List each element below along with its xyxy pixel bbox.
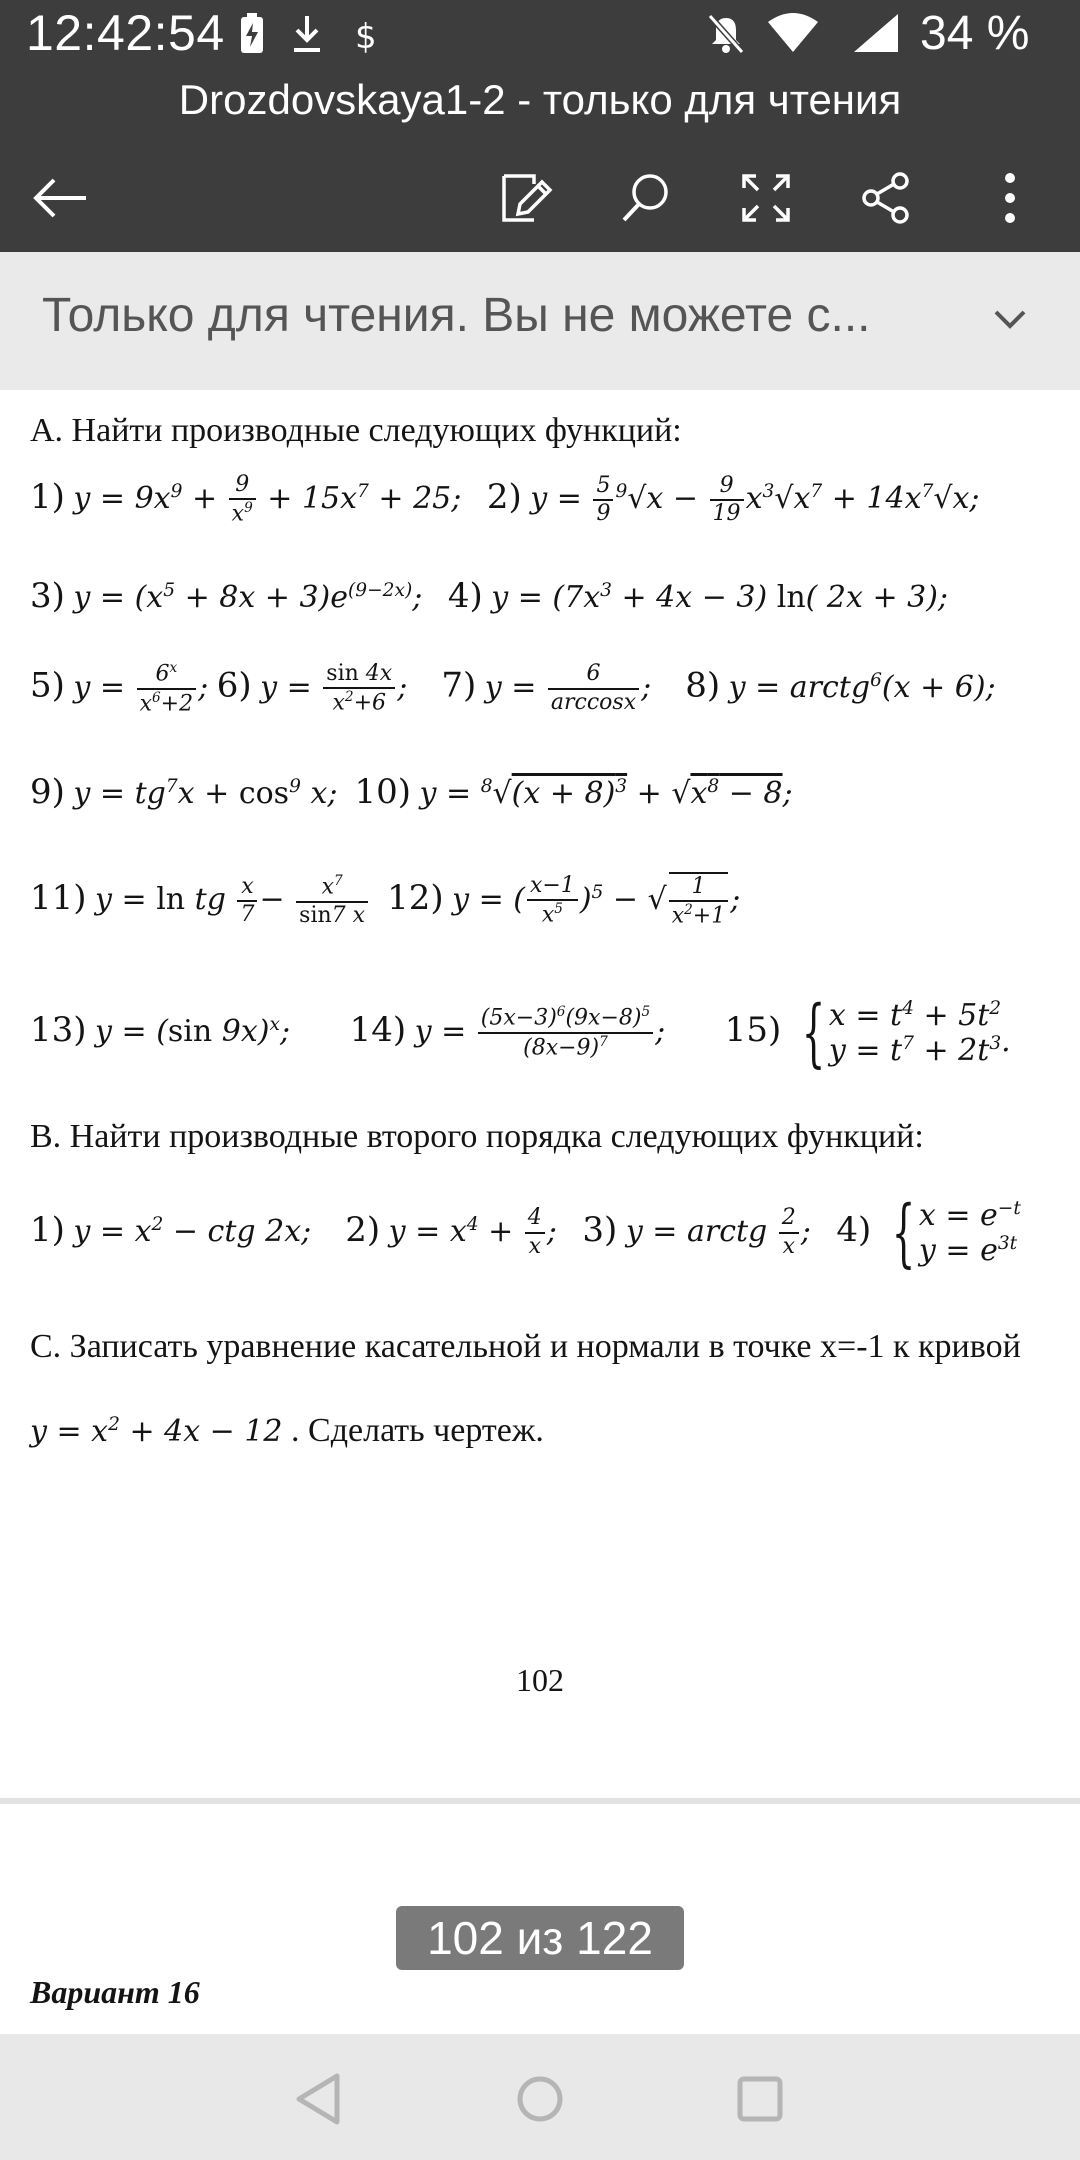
page-number: 102: [516, 1662, 564, 1698]
problem-3-4: 3) $y = (x^5 + 8x + 3)e^{(9-2x)}$; 4) $y = (7x^3 + 4x - 3)$ ln( 2x + 3);: [30, 576, 949, 616]
nav-recents-icon[interactable]: [725, 2064, 795, 2134]
section-c-curve: $y = x^2 + 4x - 12$ . Сделать чертеж.: [30, 1412, 544, 1449]
problem-9-10: 9) $y = tg^7x + \cos^9 x$; 10) $y = ^8√(x + 8)^3 + √x^8 - 8$;: [30, 772, 793, 812]
battery-percentage: 34 %: [920, 7, 1030, 60]
share-button[interactable]: [846, 158, 926, 238]
fullscreen-icon: [740, 172, 792, 224]
back-button[interactable]: [20, 158, 100, 238]
page-indicator: 102 из 122: [396, 1906, 684, 1970]
status-bar: [0, 0, 1080, 70]
problem-b-1-4: 1) $y = x^2$ − ctg 2x; 2) $y = x^4$ + $\frac{4}{x}$ ; 3) y = arctg $\frac{2}{x}$ ; 4) { $x = e^{-t}$ $y = e^{3t}$: [30, 1190, 1021, 1276]
document-title: Drozdovskaya1-2 - только для чтения: [178, 76, 902, 123]
read-only-banner[interactable]: [0, 252, 1080, 390]
svg-text:$: $: [355, 17, 377, 56]
back-arrow-icon: [30, 176, 90, 220]
page-divider: [0, 1798, 1080, 1804]
edit-button[interactable]: [486, 158, 566, 238]
signal-icon: [850, 12, 904, 56]
fullscreen-button[interactable]: [726, 158, 806, 238]
problem-13-15: 13) y = (sin 9x)$^x$; 14) y = $\frac{(5x-3)^6(9x-8)^5}{(8x-9)^7}$ ; 15) { $x = t^4 + 5t^2$ $y = t^7 + 2t^3\cdot$: [30, 990, 1011, 1076]
share-icon: [860, 172, 912, 224]
document-page[interactable]: [0, 390, 1080, 1800]
chevron-down-icon[interactable]: [980, 296, 1040, 346]
section-c-tail: . Сделать чертеж.: [291, 1412, 544, 1449]
download-icon: [290, 12, 324, 56]
wifi-icon: [766, 12, 820, 56]
app-bar: [0, 70, 1080, 252]
currency-icon: [350, 12, 380, 56]
section-a-heading: А. Найти производные следующих функций:: [30, 412, 682, 449]
read-only-message: Только для чтения. Вы не можете с...: [42, 289, 871, 342]
navigation-bar: [0, 2034, 1080, 2160]
problem-5-8: 5) y = $\frac{6^x}{x^6+2}$ ; 6) y = $\frac{\sin 4x}{x^2+6}$ ; 7) y = $\frac{6}{\arccos x}$ ; 8) y = arctg$^6$(x + 6);: [30, 660, 996, 717]
more-options-button[interactable]: [970, 158, 1050, 238]
edit-icon: [498, 170, 554, 226]
section-c-heading: С. Записать уравнение касательной и нормали в точке x=-1 к кривой: [30, 1328, 1021, 1365]
search-button[interactable]: [606, 158, 686, 238]
status-clock: 12:42:54: [26, 5, 225, 61]
section-b-heading: В. Найти производные второго порядка следующих функций:: [30, 1118, 924, 1155]
next-page-heading: Вариант 16: [30, 1974, 200, 2010]
search-icon: [618, 170, 674, 226]
problem-11-12: 11) y = ln tg $\frac{x}{7}$ − $\frac{x^7}{\sin 7 x}$ 12) y = ( $\frac{x-1}{x^5}$ )$^5$ − √ $\frac{1}{x^2+1}$ ;: [30, 873, 741, 929]
nav-home-icon[interactable]: [505, 2064, 575, 2134]
nav-back-icon[interactable]: [285, 2064, 355, 2134]
mute-icon: [706, 12, 746, 56]
more-icon: [1002, 172, 1018, 224]
problem-1-2: 1) $y = 9x^9$ + $\frac{9}{x^9}$ + $15x^7 + 25$; 2) y = $\frac{5}{9}$ $^9$√x − $\frac{9}{19}$ $x^3√x^7 + 14x^7√x$;: [30, 472, 980, 527]
battery-charging-icon: [238, 12, 266, 56]
